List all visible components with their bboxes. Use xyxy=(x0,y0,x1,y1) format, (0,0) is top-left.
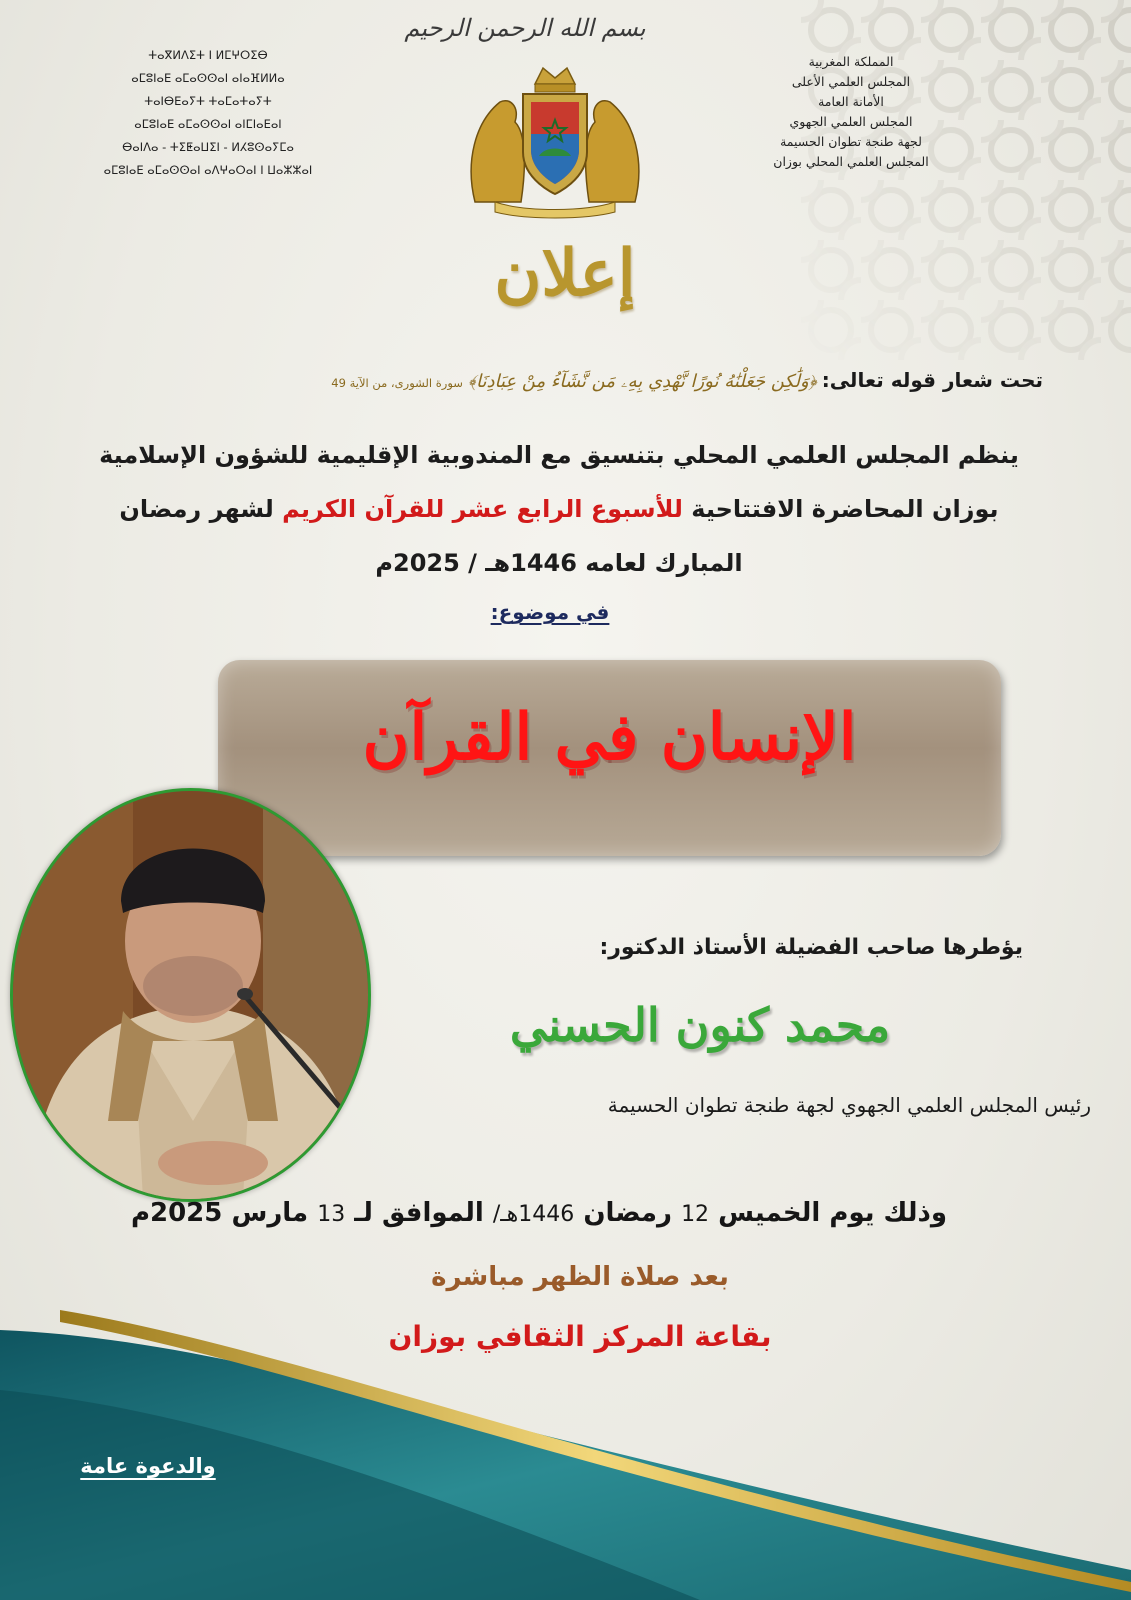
tifinagh-line: ⴰⵎⵓⵏⴰⴹ ⴰⵎⴰⵙⵙⴰⵏ ⴰⴷⵖⴰⵔⴰⵏ ⵏ ⵡⴰⵣⵣⴰⵏ xyxy=(103,163,313,177)
place-line: بقاعة المركز الثقافي بوزان xyxy=(388,1320,772,1353)
general-invitation: والدعوة عامة xyxy=(80,1454,216,1478)
hijri-day: 12 xyxy=(681,1202,710,1227)
agree-word: الموافق لـ xyxy=(354,1198,484,1228)
kingdom-line: المجلس العلمي الجهوي xyxy=(789,114,913,129)
kingdom-line: المملكة المغربية xyxy=(808,54,894,69)
verse-line xyxy=(43,368,1043,392)
speaker-photo xyxy=(10,788,371,1202)
lecture-line xyxy=(79,482,1039,536)
tifinagh-line: ⴱⴰⵏⴷⴰ - ⵜⵉⵟⴰⵡⵉⵏ - ⵍⵃⵓⵙⴰⵢⵎⴰ xyxy=(122,140,294,154)
verse-reference: سورة الشورى، من الآية 49 xyxy=(331,376,463,390)
speaker-portrait-icon xyxy=(13,791,368,1199)
main-paragraph xyxy=(79,428,1039,590)
tifinagh-line: ⴰⵎⵓⵏⴰⴹ ⴰⵎⴰⵙⵙⴰⵏ ⴰⵏⴰⴼⵍⵍⴰ xyxy=(131,71,285,85)
kingdom-line: المجلس العلمي المحلي بوزان xyxy=(773,154,929,169)
tifinagh-line: ⵜⴰⵏⴱⴹⴰⵢⵜ ⵜⴰⵎⴰⵜⴰⵢⵜ xyxy=(144,94,272,108)
date-line xyxy=(59,1198,1019,1228)
organizer-line: ينظم المجلس العلمي المحلي بتنسيق مع المندوبية الإقليمية للشؤون الإسلامية xyxy=(99,441,1019,469)
kingdom-line: الأمانة العامة xyxy=(818,94,884,109)
topic-label: في موضوع: xyxy=(490,600,610,624)
lecture-suffix: لشهر رمضان xyxy=(119,495,274,523)
coat-of-arms-icon xyxy=(455,62,655,222)
kingdom-line: لجهة طنجة تطوان الحسيمة xyxy=(780,134,922,149)
lecture-highlight: للأسبوع الرابع عشر للقرآن الكريم xyxy=(282,495,683,523)
tifinagh-header xyxy=(78,44,338,182)
verse-text: ﴿وَلَٰكِن جَعَلْنَٰهُ نُورًا نَّهْدِي بِهِۦ مَن نَّشَآءُ مِنْ عِبَادِنَا﴾ xyxy=(468,371,817,392)
greg-day: 13 xyxy=(317,1202,346,1227)
announcement-title: إعلان xyxy=(494,236,636,311)
greg-month: مارس xyxy=(231,1198,309,1228)
hijri-year: 1446هـ/ xyxy=(492,1202,575,1227)
basmala: بسم الله الرحمن الرحيم xyxy=(404,14,646,42)
year-line: المبارك لعامه 1446هـ / 2025م xyxy=(375,549,743,577)
verse-intro: تحت شعار قوله تعالى: xyxy=(821,368,1043,392)
kingdom-line: المجلس العلمي الأعلى xyxy=(791,74,911,89)
institution-header xyxy=(721,52,981,172)
hijri-month: رمضان xyxy=(583,1198,672,1228)
speaker-role: رئيس المجلس العلمي الجهوي لجهة طنجة تطوان الحسيمة xyxy=(607,1093,1091,1117)
tifinagh-line: ⴰⵎⵓⵏⴰⴹ ⴰⵎⴰⵙⵙⴰⵏ ⴰⵏⵎⵏⴰⴹⴰⵏ xyxy=(134,117,282,131)
date-prefix: وذلك يوم الخميس xyxy=(718,1198,948,1228)
time-line: بعد صلاة الظهر مباشرة xyxy=(431,1262,729,1292)
lecture-prefix: بوزان المحاضرة الافتتاحية xyxy=(691,495,999,523)
presenter-intro: يؤطرها صاحب الفضيلة الأستاذ الدكتور: xyxy=(599,935,1023,960)
topic-title: الإنسان في القرآن xyxy=(362,700,857,775)
tifinagh-line: ⵜⴰⴳⵍⴷⵉⵜ ⵏ ⵍⵎⵖⵔⵉⴱ xyxy=(148,48,268,62)
speaker-name: محمد كنون الحسني xyxy=(509,998,891,1052)
greg-year: 2025م xyxy=(130,1198,223,1228)
